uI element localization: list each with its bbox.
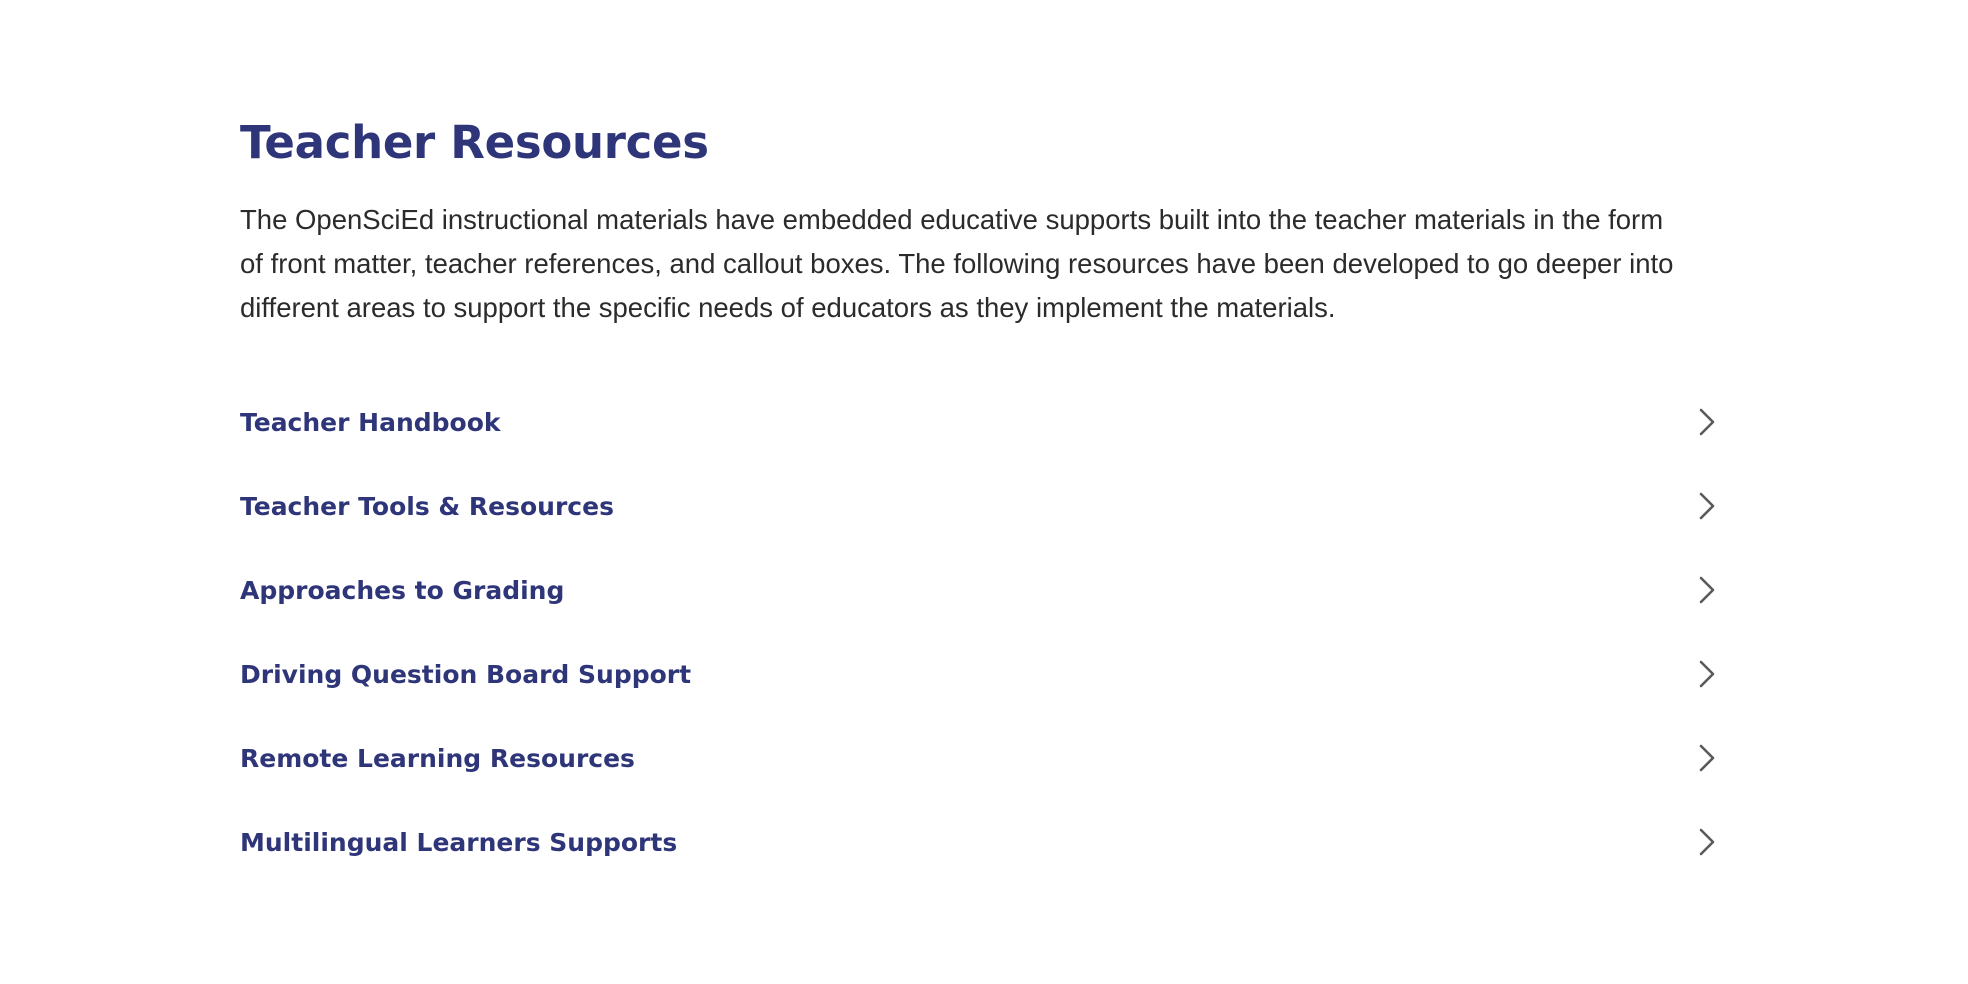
resource-item-teacher-handbook[interactable] (240, 380, 1720, 464)
page-title: Teacher Resources (240, 116, 709, 169)
resource-item-approaches-to-grading[interactable] (240, 548, 1720, 632)
chevron-right-icon[interactable] (1696, 659, 1718, 689)
chevron-right-icon[interactable] (1696, 491, 1718, 521)
resource-list (240, 380, 1720, 884)
resource-item-label[interactable]: Approaches to Grading (240, 575, 565, 605)
resource-item-label[interactable]: Multilingual Learners Supports (240, 827, 678, 857)
chevron-right-icon[interactable] (1696, 575, 1718, 605)
resource-item-teacher-tools-resources[interactable] (240, 464, 1720, 548)
resource-item-multilingual-learners-supports[interactable] (240, 800, 1720, 884)
resource-item-label[interactable]: Driving Question Board Support (240, 659, 692, 689)
resource-item-label[interactable]: Teacher Tools & Resources (240, 491, 614, 521)
resource-item-label[interactable]: Remote Learning Resources (240, 743, 635, 773)
intro-paragraph: The OpenSciEd instructional materials have embedded educative supports built into the teacher materials in the form of front matter, teacher references, and callout boxes. The following resources have been developed to go deeper into different areas to support the specific needs of educators as they implement the materials. (240, 204, 1674, 323)
chevron-right-icon[interactable] (1696, 743, 1718, 773)
teacher-resources-section (240, 112, 1720, 884)
chevron-right-icon[interactable] (1696, 407, 1718, 437)
resource-item-driving-question-board-support[interactable] (240, 632, 1720, 716)
resource-item-remote-learning-resources[interactable] (240, 716, 1720, 800)
resource-item-label[interactable]: Teacher Handbook (240, 407, 501, 437)
chevron-right-icon[interactable] (1696, 827, 1718, 857)
